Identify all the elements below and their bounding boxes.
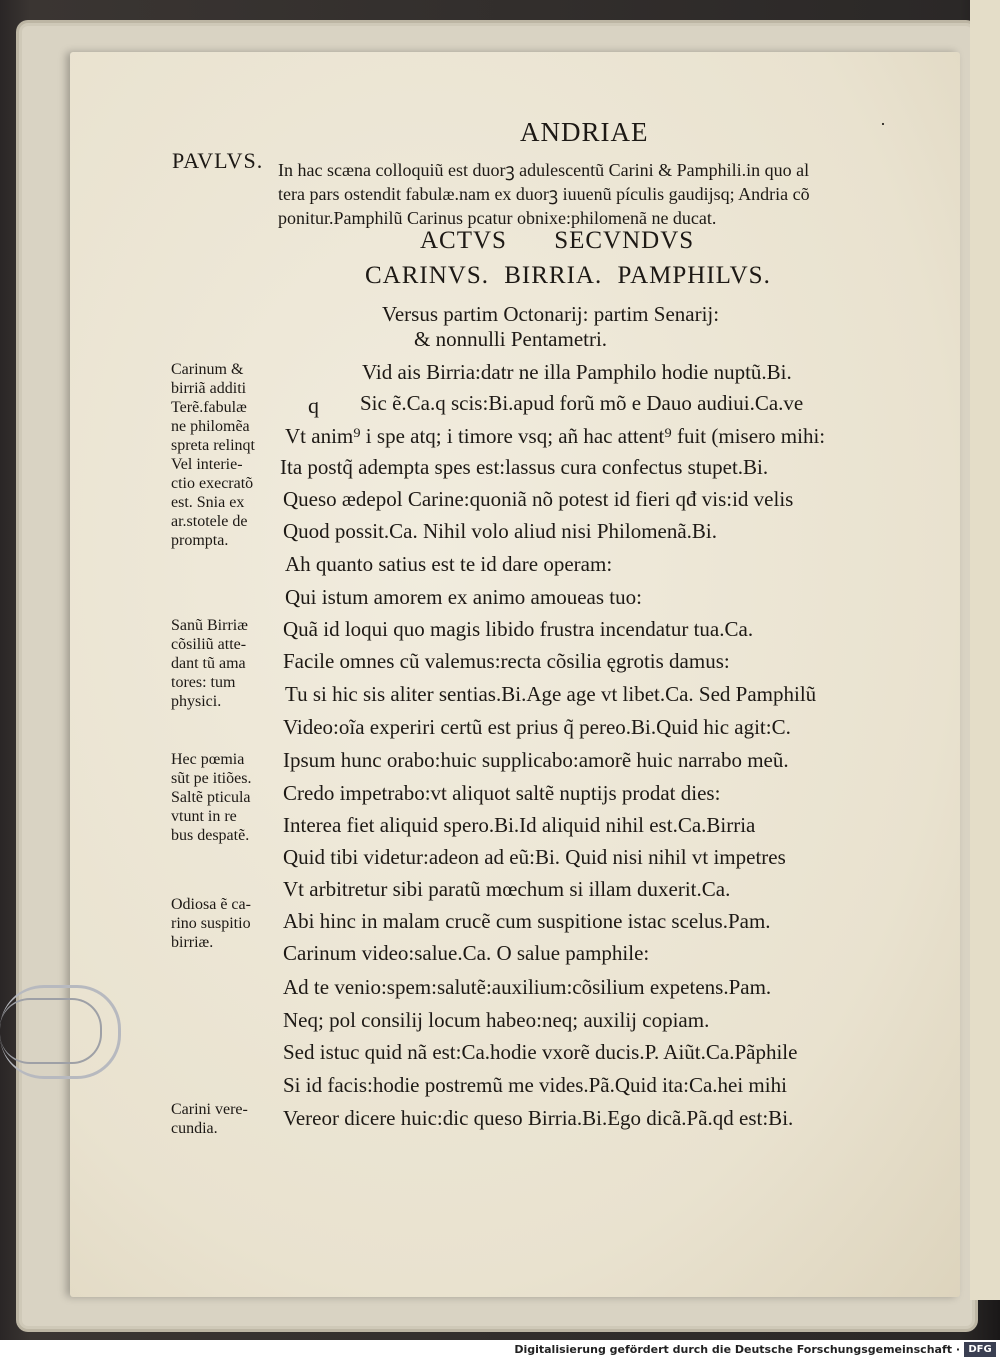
running-title: ANDRIAE	[520, 117, 649, 147]
verse-line: Sic ẽ.Ca.q scis:Bi.apud forũ mõ e Dauo audiui.Ca.ve	[360, 391, 804, 415]
margin-note-line: ne philomẽa	[171, 418, 250, 435]
margin-note-line: prompta.	[171, 532, 229, 549]
verse-line: Quã id loqui quo magis libido frustra incendatur tua.Ca.	[283, 617, 754, 641]
margin-note-line: rino suspitio	[171, 915, 251, 932]
verse-line: Interea fiet aliquid spero.Bi.Id aliquid nihil est.Ca.Birria	[283, 813, 756, 837]
margin-note-line: spreta relinqt	[171, 437, 255, 454]
margin-note-line: Hec pœmia	[171, 751, 245, 768]
folio-mark: ·	[880, 114, 886, 134]
verse-line: Credo impetrabo:vt aliquot saltẽ nuptijs prodat dies:	[283, 781, 721, 805]
verse-line: Ah quanto satius est te id dare operam:	[285, 552, 613, 576]
margin-note-line: Vel interie-	[171, 456, 243, 473]
margin-note	[171, 1100, 248, 1138]
margin-note	[171, 895, 251, 952]
verse-line: Carinum video:salue.Ca. O salue pamphile:	[283, 941, 650, 965]
meter-note	[382, 302, 719, 352]
cast-list: CARINVS. BIRRIA. PAMPHILVS.	[365, 262, 771, 289]
margin-note-line: Saltẽ pticula	[171, 789, 251, 806]
verse-line: Facile omnes cũ valemus:recta cõsilia ęgrotis damus:	[283, 649, 730, 673]
verse-line: Ad te venio:spem:salutẽ:auxilium:cõsilium expetens.Pam.	[283, 975, 772, 999]
margin-note-line: dant tũ ama	[171, 655, 246, 672]
funding-credit: Digitalisierung gefördert durch die Deutsche Forschungsgemeinschaft ·	[514, 1343, 960, 1356]
verse-line: Vt arbitretur sibi paratũ mœchum si illam duxerit.Ca.	[283, 877, 731, 901]
facing-page-edge	[970, 0, 1000, 1300]
verse-line: Quod possit.Ca. Nihil volo aliud nisi Philomenã.Bi.	[283, 519, 718, 543]
margin-note-line: est. Snia ex	[171, 494, 245, 511]
summary-line: ponitur.Pamphilũ Carinus pcatur obnixe:philomenã ne ducat.	[278, 208, 717, 228]
margin-note-line: tores: tum	[171, 674, 236, 691]
margin-note	[171, 750, 251, 845]
margin-note-line: Odiosa ẽ ca-	[171, 896, 251, 913]
verse-line: Ipsum hunc orabo:huic supplicabo:amorẽ huic narrabo meũ.	[283, 748, 789, 772]
footer-bar	[0, 1340, 1000, 1360]
margin-note	[171, 616, 248, 711]
verse-line: Tu si hic sis aliter sentias.Bi.Age age vt libet.Ca. Sed Pamphilũ	[285, 682, 817, 706]
verse-line: Neq; pol consilij locum habeo:neq; auxilij copiam.	[283, 1008, 710, 1032]
margin-note-line: Carinum &	[171, 361, 244, 378]
margin-note-line: sũt pe itiões.	[171, 770, 252, 787]
verse-line: Vid ais Birria:datr ne illa Pamphilo hodie nuptũ.Bi.	[362, 360, 792, 384]
verse-line: Si id facis:hodie postremũ me vides.Pã.Quid ita:Ca.hei mihi	[283, 1073, 787, 1097]
verse-line: Video:oĩa experiri certũ est prius q̃ pereo.Bi.Quid hic agit:C.	[283, 715, 791, 739]
commentator-name: PAVLVS.	[172, 148, 264, 173]
meter-line: & nonnulli Pentametri.	[414, 327, 608, 351]
verse-line: Quid tibi videtur:adeon ad eũ:Bi. Quid nisi nihil vt impetres	[283, 845, 786, 869]
margin-note	[171, 360, 255, 550]
q-mark: q	[308, 393, 319, 418]
dfg-logo: DFG	[964, 1342, 996, 1357]
margin-note-line: birriæ.	[171, 934, 214, 951]
scene-summary	[278, 158, 938, 230]
margin-note-line: bus despatẽ.	[171, 827, 250, 844]
margin-note-line: cundia.	[171, 1120, 218, 1137]
margin-note-line: cõsiliũ atte-	[171, 636, 247, 653]
margin-note-line: ar.stotele de	[171, 513, 248, 530]
paperclip-inner-loop	[0, 998, 102, 1064]
margin-note-line: vtunt in re	[171, 808, 237, 825]
verse-line: Sed istuc quid nã est:Ca.hodie vxorẽ ducis.P. Aiũt.Ca.Pãphile	[283, 1040, 798, 1064]
verse-line: Vt anim⁹ i spe atq; i timore vsq; añ hac attent⁹ fuit (misero mihi:	[285, 424, 826, 448]
margin-note-line: Carini vere-	[171, 1101, 248, 1118]
margin-note-line: Sanũ Birriæ	[171, 617, 248, 634]
margin-note-line: Terẽ.fabulæ	[171, 399, 247, 416]
margin-note-line: physici.	[171, 693, 222, 710]
summary-line: tera pars ostendit fabulæ.nam ex duorꝫ iuuenũ pículis gaudijsq; Andria cõ	[278, 184, 810, 204]
verse-line: Vereor dicere huic:dic queso Birria.Bi.Ego dicã.Pã.qd est:Bi.	[283, 1106, 794, 1130]
verse-line: Abi hinc in malam crucẽ cum suspitione istac scelus.Pam.	[283, 909, 771, 933]
act-title: ACTVS SECVNDVS	[420, 227, 695, 254]
verse-line: Ita postq̃ adempta spes est:lassus cura confectus stupet.Bi.	[280, 455, 769, 479]
verse-line: Qui istum amorem ex animo amoueas tuo:	[285, 585, 642, 609]
margin-note-line: birriã additi	[171, 380, 247, 397]
verse-line: Queso ædepol Carine:quoniã nõ potest id fieri qđ vis:id velis	[283, 487, 794, 511]
summary-line: In hac scæna colloquiũ est duorꝫ adulescentũ Carini & Pamphili.in quo al	[278, 160, 810, 180]
margin-note-line: ctio execratõ	[171, 475, 254, 492]
meter-line: Versus partim Octonarij: partim Senarij:	[382, 302, 720, 326]
